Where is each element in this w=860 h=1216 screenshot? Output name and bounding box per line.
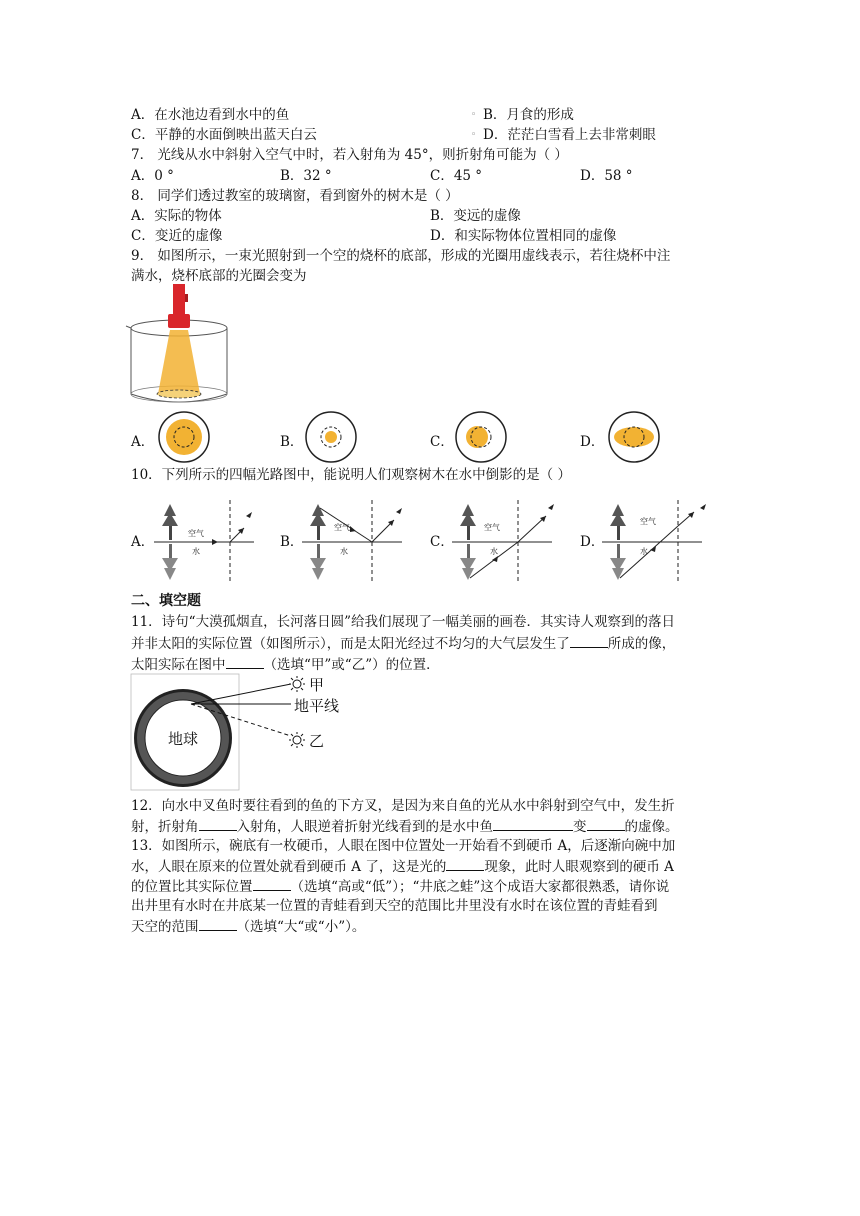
q6-option-b: B．月食的形成 [483, 107, 574, 123]
q12-line1: 12．向水中叉鱼时要往看到的鱼的下方叉，是因为来自鱼的光从水中斜射到空气中，发生折 [131, 798, 675, 814]
q10-option-d-diagram [600, 494, 710, 586]
q10-b-water-label: 水 [340, 547, 348, 556]
q9-option-d-figure [605, 411, 663, 463]
q13-blank-3[interactable] [199, 917, 237, 931]
q12-line2-text-d: 的虚像。 [624, 819, 679, 835]
q10-a-water-label: 水 [192, 547, 200, 556]
q10-c-water-label: 水 [490, 547, 498, 556]
q13-line5 [131, 917, 365, 937]
q10-a-air-label: 空气 [188, 529, 204, 538]
q7-option-b: B．32 ° [280, 168, 332, 184]
q9-stem-line1: 9． 如图所示，一束光照射到一个空的烧杯的底部，形成的光圈用虚线表示，若往烧杯中注 [131, 248, 671, 264]
q10-option-b-diagram [300, 494, 410, 586]
q10-option-a-diagram [152, 494, 262, 586]
q13-line1: 13．如图所示，碗底有一枚硬币，人眼在图中位置处一开始看不到硬币 A，后逐渐向碗中加 [131, 838, 676, 854]
q12-blank-2[interactable] [493, 817, 573, 831]
q11-line2 [131, 634, 675, 654]
q10-d-air-label: 空气 [640, 517, 656, 526]
q9-beaker-figure [124, 282, 234, 410]
q13-line2-text-a: 水，人眼在原来的位置处就看到硬币 A 了，这是光的 [131, 859, 447, 875]
q9-option-a-label: A． [131, 434, 155, 450]
horizon-label: 地平线 [294, 697, 340, 715]
q13-blank-1[interactable] [446, 857, 484, 871]
q11-line3-text-b: （选填“甲”或“乙”）的位置． [263, 657, 440, 673]
q8-option-a: A．实际的物体 [131, 208, 222, 224]
q11-line3 [131, 655, 440, 675]
q13-line3-text-a: 的位置比其实际位置 [131, 879, 253, 895]
q9-option-c-label: C． [430, 434, 454, 450]
q11-line3-text-a: 太阳实际在图中 [131, 657, 226, 673]
q10-stem: 10．下列所示的四幅光路图中，能说明人们观察树木在水中倒影的是（ ） [131, 467, 571, 483]
q10-option-b-label: B． [280, 534, 304, 550]
q9-option-c-figure [455, 411, 507, 463]
section-heading: 二、填空题 [131, 593, 201, 609]
q12-line2-text-a: 射，折射角 [131, 819, 199, 835]
q9-option-a-figure [158, 411, 210, 463]
q13-line4: 出井里有水时在井底某一位置的青蛙看到天空的范围比井里没有水时在该位置的青蛙看到 [131, 898, 658, 914]
q8-option-c: C．变近的虚像 [131, 228, 223, 244]
q13-line2 [131, 857, 674, 877]
q11-earth-figure [131, 674, 361, 792]
q11-line1: 11．诗句“大漠孤烟直，长河落日圆”给我们展现了一幅美丽的画卷．其实诗人观察到的落日 [131, 614, 675, 630]
q11-blank-2[interactable] [226, 655, 264, 669]
q12-blank-3[interactable] [587, 817, 625, 831]
q8-stem: 8． 同学们透过教室的玻璃窗，看到窗外的树木是（ ） [131, 188, 459, 204]
q7-option-a: A．0 ° [131, 168, 174, 184]
q12-line2-text-c: 变 [573, 819, 587, 835]
q6-marker-dot: ◦ [471, 130, 477, 140]
q13-line3-text-b: （选填“高或“低”）；“井底之蛙”这个成语大家都很熟悉，请你说 [290, 879, 670, 895]
q10-c-air-label: 空气 [484, 523, 500, 532]
q13-line5-text-b: （选填“大“或“小”）。 [236, 919, 366, 935]
q13-line2-text-b: 现象，此时人眼观察到的硬币 A [484, 859, 674, 875]
sun-yi-label: 乙 [309, 732, 325, 750]
q7-option-d: D．58 ° [580, 168, 633, 184]
q10-b-air-label: 空气 [334, 523, 350, 532]
q12-blank-1[interactable] [199, 817, 237, 831]
q6-option-d: D．茫茫白雪看上去非常刺眼 [483, 127, 656, 143]
q10-d-water-label: 水 [640, 547, 648, 556]
q9-option-d-label: D． [580, 434, 605, 450]
q11-line2-text-a: 并非太阳的实际位置（如图所示），而是太阳光经过不均匀的大气层发生了 [131, 636, 570, 652]
q6-option-c: C．平静的水面倒映出蓝天白云 [131, 127, 317, 143]
q9-option-b-label: B． [280, 434, 304, 450]
q10-option-a-label: A． [131, 534, 155, 550]
q11-blank-1[interactable] [570, 634, 608, 648]
q12-line2-text-b: 入射角，人眼逆着折射光线看到的是水中鱼 [236, 819, 493, 835]
q12-line2 [131, 817, 679, 837]
sun-jia-label: 甲 [309, 676, 325, 694]
q10-option-c-diagram [450, 494, 560, 586]
q10-option-c-label: C． [430, 534, 454, 550]
q8-option-b: B．变远的虚像 [430, 208, 521, 224]
q7-stem: 7． 光线从水中斜射入空气中时，若入射角为 45°，则折射角可能为（ ） [131, 147, 568, 163]
q8-option-d: D．和实际物体位置相同的虚像 [430, 228, 617, 244]
q9-option-b-figure [305, 411, 357, 463]
q7-option-c: C．45 ° [430, 168, 483, 184]
q11-line2-text-b: 所成的像， [607, 636, 676, 652]
q9-stem-line2: 满水，烧杯底部的光圈会变为 [131, 268, 307, 284]
q13-blank-2[interactable] [253, 877, 291, 891]
q6-marker-dot: ◦ [471, 110, 477, 120]
earth-label: 地球 [167, 730, 199, 748]
q13-line3 [131, 877, 669, 897]
q6-option-a: A．在水池边看到水中的鱼 [131, 107, 290, 123]
q13-line5-text-a: 天空的范围 [131, 919, 199, 935]
q10-option-d-label: D． [580, 534, 605, 550]
